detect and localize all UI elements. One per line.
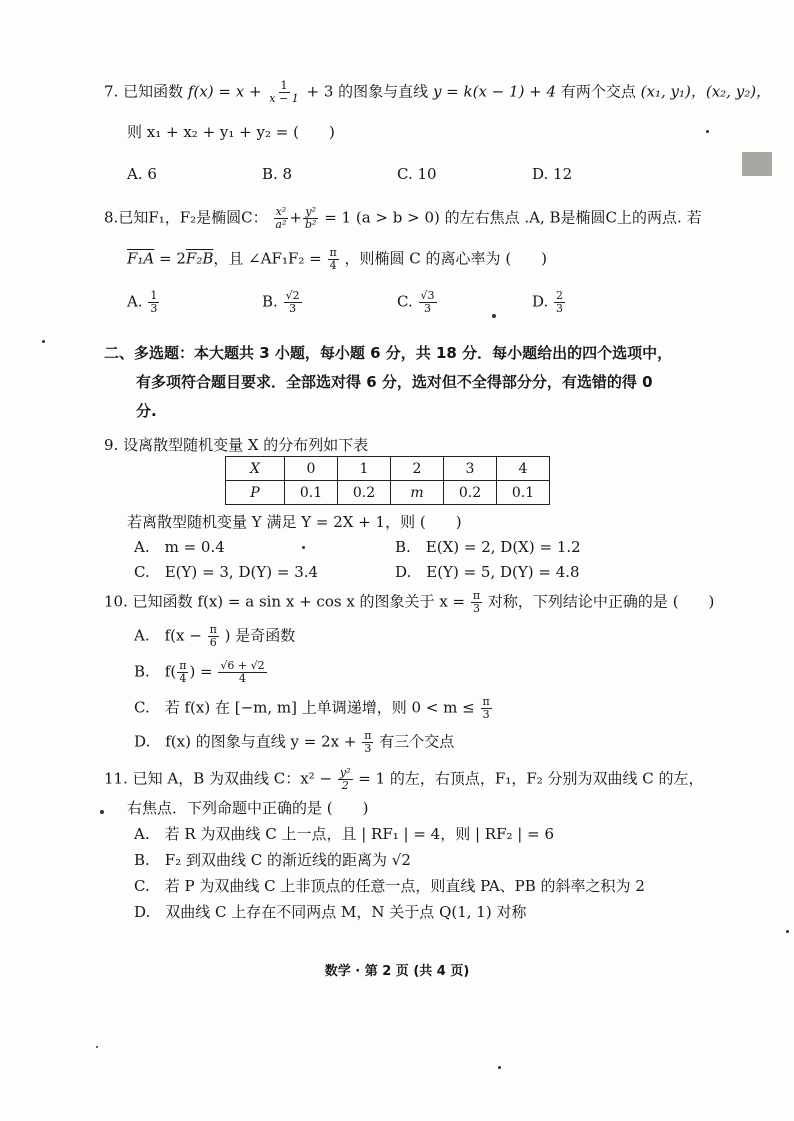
q7-fraction: $\frac{1}{x - 1}$ (269, 79, 299, 105)
table-cell: 4 (497, 457, 550, 481)
q8-line1: 8.已知F₁，F₂是椭圆C： $\frac{\text{x²}}{\text{a²}}$ + $\frac{\text{y²}}{\text{b²}}$ = 1 (a > b > 0) 的左右焦点 .A, B是椭圆C上的两点. 若 (104, 205, 702, 231)
q9-option-d[interactable]: D. E(Y) = 5, D(Y) = 4.8 (395, 563, 580, 581)
q8-frac-x: $\frac{\text{x²}}{\text{a²}}$ (275, 205, 287, 231)
q9-option-c[interactable]: C. E(Y) = 3, D(Y) = 3.4 (134, 563, 319, 581)
page-footer: 数学 · 第 2 页 (共 4 页) (324, 964, 470, 979)
q10-option-a[interactable]: A. f(x − $\frac{\pi}{6}$ ) 是奇函数 (134, 623, 296, 649)
q7-line2: 则 x₁ + x₂ + y₁ + y₂ = ( ) (127, 123, 335, 141)
q8-option-d[interactable]: D. $\frac{2}{3}$ (532, 289, 564, 315)
q7-points: (x₁, y₁)，(x₂, y₂)， (640, 82, 772, 101)
q10-text: 已知函数 f(x) = a sin x + cos x 的图象关于 x = (132, 592, 466, 611)
q11-option-d[interactable]: D. 双曲线 C 上存在不同两点 M，N 关于点 Q(1, 1) 对称 (134, 903, 527, 921)
table-cell: m (391, 481, 444, 505)
q7-text: 已知函数 (123, 82, 184, 101)
table-cell: P (226, 481, 285, 505)
scan-speck (786, 930, 789, 933)
q9-line2: 若离散型随机变量 Y 满足 Y = 2X + 1，则 ( ) (127, 513, 462, 531)
table-cell: X (226, 457, 285, 481)
table-row (226, 457, 550, 481)
q8-option-c[interactable]: C. $\frac{√3}{3}$ (397, 289, 435, 315)
q8-option-b[interactable]: B. $\frac{√2}{3}$ (262, 289, 300, 315)
q7-option-a[interactable]: A. 6 (127, 165, 157, 183)
q8-vector-2: F₂B (185, 249, 214, 268)
q10-line1: 10. 已知函数 f(x) = a sin x + cos x 的图象关于 x = $\frac{\pi}{3}$ 对称，下列结论中正确的是 ( ) (104, 589, 715, 615)
q11-line1: 11. 已知 A，B 为双曲线 C：x² − $\frac{\text{y²}}{2}$ = 1 的左，右顶点，F₁，F₂ 分别为双曲线 C 的左， (104, 766, 704, 792)
section-heading-line3: 分. (136, 402, 157, 420)
q11-text: 已知 A，B 为双曲线 C：x² − (132, 769, 333, 788)
table-cell: 0 (285, 457, 338, 481)
q10-option-d[interactable]: D. f(x) 的图象与直线 y = 2x + $\frac{\pi}{3}$ 有三个交点 (134, 729, 455, 755)
q11-line2: 右焦点．下列命题中正确的是 ( ) (127, 799, 369, 817)
table-cell: 0.1 (497, 481, 550, 505)
q8-option-a[interactable]: A. $\frac{1}{3}$ (127, 289, 158, 315)
q10-option-c[interactable]: C. 若 f(x) 在 [−m, m] 上单调递增，则 0 < m ≤ $\frac{\pi}{3}$ (134, 695, 490, 721)
table-row (226, 481, 550, 505)
q8-frac-y: $\frac{\text{y²}}{\text{b²}}$ (304, 205, 317, 231)
q9-option-a[interactable]: A. m = 0.4 (134, 538, 225, 556)
section-heading-line2: 有多项符合题目要求．全部选对得 6 分，选对但不全得部分分，有选错的得 0 (136, 373, 653, 391)
q7-function: f(x) = x + (187, 82, 262, 101)
table-cell: 0.2 (338, 481, 391, 505)
q9-line1 (104, 435, 368, 455)
scan-stain (742, 152, 772, 176)
q8-line2: F₁A = 2F₂B，且 ∠AF₁F₂ = $\frac{\pi}{4}$ ，则椭圆 C 的离心率为 ( ) (127, 246, 548, 272)
scan-speck (492, 314, 496, 318)
q11-number: 11. (104, 769, 128, 788)
q7-text: 有两个交点 (560, 82, 636, 101)
q11-option-b[interactable]: B. F₂ 到双曲线 C 的渐近线的距离为 √2 (134, 851, 411, 869)
q11-option-c[interactable]: C. 若 P 为双曲线 C 上非顶点的任意一点，则直线 PA、PB 的斜率之积为 2 (134, 877, 645, 895)
scan-speck (100, 810, 104, 814)
scan-speck (498, 1066, 501, 1069)
q9-text: 设离散型随机变量 X 的分布列如下表 (123, 436, 369, 454)
q8-vector-1: F₁A (127, 249, 155, 268)
q10-number: 10. (104, 592, 128, 611)
q7-option-d[interactable]: D. 12 (532, 165, 573, 183)
scan-speck (96, 1046, 98, 1048)
q8-text: = 1 (a > b > 0) 的左右焦点 .A, B是椭圆C上的两点. 若 (324, 208, 702, 227)
q7-option-b[interactable]: B. 8 (262, 165, 293, 183)
distribution-table (225, 456, 550, 505)
q8-text: 已知F₁，F₂是椭圆C： (118, 208, 268, 227)
q10-option-b[interactable]: B. f( $\frac{\pi}{4}$ ) = $\frac{√6 + √2}{4}$ (134, 659, 265, 685)
q9-number: 9. (104, 436, 119, 454)
q9-option-b[interactable]: B. E(X) = 2, D(X) = 1.2 (395, 538, 581, 556)
q8-number: 8. (104, 208, 119, 227)
table-cell: 0.1 (285, 481, 338, 505)
table-cell: 0.2 (444, 481, 497, 505)
table-cell: 3 (444, 457, 497, 481)
q11-option-a[interactable]: A. 若 R 为双曲线 C 上一点，且 | RF₁ | = 4，则 | RF₂ | = 6 (134, 825, 554, 843)
q7-option-c[interactable]: C. 10 (397, 165, 437, 183)
scan-speck (42, 340, 45, 343)
q8-angle-frac: $\frac{\pi}{4}$ (329, 246, 337, 272)
table-cell: 2 (391, 457, 444, 481)
section-heading-line1: 二、多选题：本大题共 3 小题，每小题 6 分，共 18 分．每小题给出的四个选项中， (104, 344, 673, 362)
q7-line1 (104, 80, 771, 105)
scan-speck (706, 130, 709, 133)
q7-text: + 3 的图象与直线 (306, 82, 429, 101)
scan-speck (302, 546, 305, 549)
q11-text: = 1 的左，右顶点，F₁，F₂ 分别为双曲线 C 的左， (358, 769, 704, 788)
q7-line-eq: y = k(x − 1) + 4 (432, 82, 557, 101)
q10-text: 对称，下列结论中正确的是 ( ) (487, 592, 715, 611)
q7-number: 7. (104, 82, 119, 101)
table-cell: 1 (338, 457, 391, 481)
